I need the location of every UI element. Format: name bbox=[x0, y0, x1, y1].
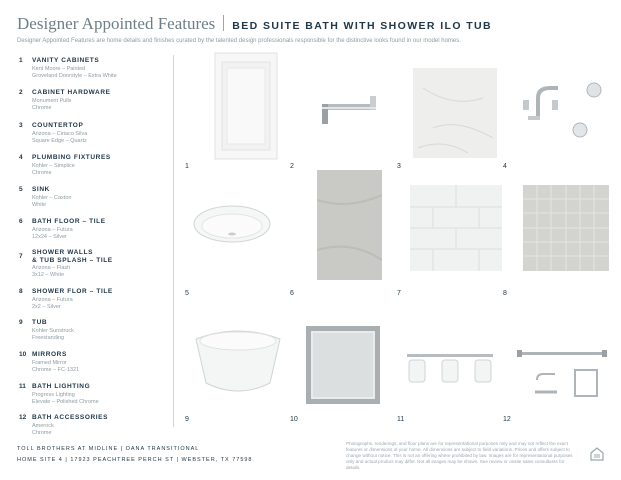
feature-number: 10 bbox=[19, 351, 27, 358]
sink-image bbox=[190, 200, 274, 256]
feature-detail: Amerock bbox=[32, 423, 54, 429]
vanity-cabinet-image bbox=[214, 52, 278, 160]
feature-detail: White bbox=[32, 202, 47, 208]
feature-number: 6 bbox=[19, 218, 23, 225]
feature-number: 7 bbox=[19, 253, 23, 260]
image-number: 7 bbox=[397, 290, 401, 297]
feature-detail: Chrome bbox=[32, 430, 52, 436]
disclaimer-text: Photographs, renderings, and floor plans are for representational purposes only and may not reflect the exact features or dimensions of your home. All dimensions are subject to field variations. Prices and offers subject to change without notice. This is not an offering where prohibited by law. Images are for representational purposes only and actual product may differ. Not all images may be shown. See review or onsite sales consultants for details. bbox=[346, 441, 573, 470]
feature-detail: Arizona – Futura bbox=[32, 297, 73, 303]
feature-detail: Chrome bbox=[32, 105, 52, 111]
feature-number: 12 bbox=[19, 414, 27, 421]
tub-image bbox=[192, 325, 284, 397]
footer-address bbox=[17, 446, 253, 468]
feature-detail: Chrome bbox=[32, 170, 52, 176]
column-divider bbox=[173, 55, 174, 427]
image-number: 1 bbox=[185, 163, 189, 170]
page-header bbox=[17, 14, 611, 34]
feature-detail: Arizona – Flash bbox=[32, 265, 71, 271]
feature-label-line2: & TUB SPLASH – TILE bbox=[32, 257, 113, 264]
feature-number: 5 bbox=[19, 186, 23, 193]
feature-number: 8 bbox=[19, 288, 23, 295]
feature-number: 9 bbox=[19, 319, 23, 326]
bath-accessories-image bbox=[515, 340, 609, 406]
feature-detail: Chrome – FC-1321 bbox=[32, 367, 80, 373]
image-number: 4 bbox=[503, 163, 507, 170]
footer-community: TOLL BROTHERS AT MIDLINE | OANA TRANSITIONAL bbox=[17, 446, 200, 452]
bath-lighting-image bbox=[405, 350, 495, 386]
feature-number: 2 bbox=[19, 89, 23, 96]
feature-detail: Progress Lighting bbox=[32, 392, 75, 398]
feature-label: COUNTERTOP bbox=[32, 122, 84, 129]
image-number: 2 bbox=[290, 163, 294, 170]
feature-detail: Kent Moore – Painted bbox=[32, 66, 86, 72]
image-number: 11 bbox=[397, 416, 405, 423]
feature-label: BATH LIGHTING bbox=[32, 383, 91, 390]
page-title: Designer Appointed Features bbox=[17, 14, 216, 33]
feature-detail: Arizona – Futura bbox=[32, 227, 73, 233]
cabinet-pull-image bbox=[318, 90, 380, 130]
feature-detail: Square Edge – Quartz bbox=[32, 138, 87, 144]
shower-floor-tile-image bbox=[523, 185, 609, 271]
feature-number: 3 bbox=[19, 122, 23, 129]
feature-label: BATH FLOOR – TILE bbox=[32, 218, 106, 225]
feature-detail: 12x24 – Silver bbox=[32, 234, 67, 240]
plumbing-fixtures-image bbox=[518, 80, 610, 140]
feature-detail: 3x12 – White bbox=[32, 272, 65, 278]
feature-number: 1 bbox=[19, 57, 23, 64]
image-number: 3 bbox=[397, 163, 401, 170]
feature-label: VANITY CABINETS bbox=[32, 57, 100, 64]
feature-label: SHOWER WALLS bbox=[32, 249, 94, 256]
feature-detail: Kohler Sunstruck bbox=[32, 328, 74, 334]
footer-homesite: HOME SITE 4 | 17923 PEACHTREE PERCH ST | WEBSTER, TX 77598 bbox=[17, 457, 253, 463]
intro-text: Designer Appointed Features are home details and finishes curated by the talented design professionals responsible for the distinctive looks found in our model homes. bbox=[17, 38, 461, 44]
feature-label: TUB bbox=[32, 319, 48, 326]
feature-detail: Framed Mirror bbox=[32, 360, 67, 366]
title-divider bbox=[223, 15, 224, 31]
mirror-image bbox=[305, 325, 381, 405]
feature-label: MIRRORS bbox=[32, 351, 67, 358]
image-number: 8 bbox=[503, 290, 507, 297]
feature-label: CABINET HARDWARE bbox=[32, 89, 111, 96]
page-subtitle: BED SUITE BATH WITH SHOWER ILO TUB bbox=[232, 20, 493, 32]
feature-detail: Groveland Doorstyle – Extra White bbox=[32, 73, 117, 79]
feature-detail: Kohler – Caxton bbox=[32, 195, 72, 201]
feature-label: PLUMBING FIXTURES bbox=[32, 154, 111, 161]
image-number: 5 bbox=[185, 290, 189, 297]
feature-detail: Freestanding bbox=[32, 335, 65, 341]
feature-detail: Monument Pulls bbox=[32, 98, 72, 104]
feature-detail: Kohler – Simplice bbox=[32, 163, 75, 169]
feature-detail: 2x2 – Silver bbox=[32, 304, 61, 310]
image-number: 10 bbox=[290, 416, 298, 423]
feature-number: 4 bbox=[19, 154, 23, 161]
image-number: 12 bbox=[503, 416, 511, 423]
feature-number: 11 bbox=[19, 383, 26, 390]
image-number: 6 bbox=[290, 290, 294, 297]
feature-detail: Elevate – Polished Chrome bbox=[32, 399, 99, 405]
image-number: 9 bbox=[185, 416, 189, 423]
shower-wall-tile-image bbox=[410, 185, 502, 271]
feature-detail: Arizona – Ciriaco Silva bbox=[32, 131, 88, 137]
feature-label: SINK bbox=[32, 186, 50, 193]
feature-label: SHOWER FLOR – TILE bbox=[32, 288, 113, 295]
equal-housing-icon bbox=[590, 447, 604, 461]
countertop-image bbox=[413, 68, 497, 158]
feature-label: BATH ACCESSORIES bbox=[32, 414, 109, 421]
bath-floor-tile-image bbox=[317, 170, 382, 280]
